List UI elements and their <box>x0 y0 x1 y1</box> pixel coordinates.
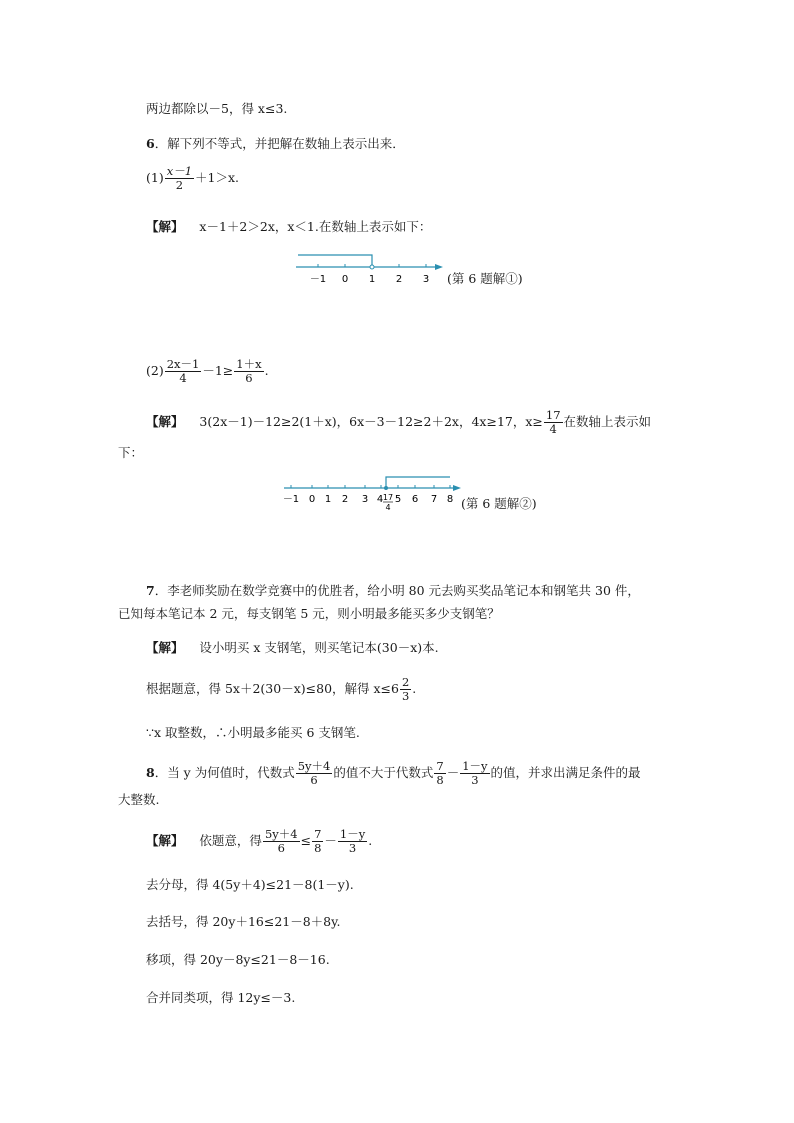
denominator: 8 <box>314 841 322 855</box>
question-7 <box>146 583 640 599</box>
solution-7-step <box>146 676 416 703</box>
fraction <box>338 828 367 855</box>
solution-8 <box>146 826 372 856</box>
solution-tag: 【解】 <box>146 414 184 429</box>
part-label: (1) <box>146 170 164 185</box>
solution-ray <box>386 477 450 488</box>
tick-label: 1 <box>368 274 376 285</box>
solution-tag: 【解】 <box>146 219 184 234</box>
numerator: 2 <box>401 675 410 689</box>
question-number: 6 <box>146 136 155 151</box>
solution-ray <box>298 255 372 267</box>
solution-7 <box>146 640 439 656</box>
fraction <box>434 760 445 787</box>
tick-label: 3 <box>361 494 369 505</box>
axis-arrow-icon <box>435 264 443 270</box>
figure-caption: (第 6 题解②) <box>461 496 537 511</box>
operator: － <box>324 833 337 848</box>
tick-label: 0 <box>341 274 349 285</box>
denominator: 3 <box>348 841 357 855</box>
operator: . <box>368 833 373 848</box>
solution-text-tail: 在数轴上表示如 <box>563 414 652 429</box>
fraction <box>544 409 563 436</box>
question-text: ．当 y 为何值时，代数式 <box>154 765 295 780</box>
operator: － <box>446 765 460 780</box>
solution-text: 3(2x－1)－12≥2(1＋x)，6x－3－12≥2＋2x，4x≥17，x≥ <box>199 414 543 429</box>
numerator: 1－y <box>462 759 488 773</box>
numerator: 7 <box>314 827 322 841</box>
denominator: 2 <box>175 178 184 192</box>
tick-label: 4 <box>376 494 384 505</box>
solution-7-conclusion: ∵x 取整数，∴小明最多能买 6 支钢笔. <box>146 725 360 740</box>
expression-middle: －1≥ <box>202 363 234 378</box>
fraction <box>165 358 202 385</box>
question-text: 的值不大于代数式 <box>333 765 434 780</box>
question-number: 7 <box>146 583 155 598</box>
denominator: 8 <box>436 773 444 787</box>
numerator: 17 <box>545 408 561 422</box>
denominator: 6 <box>277 841 285 855</box>
question-text: ．解下列不等式，并把解在数轴上表示出来． <box>154 136 405 151</box>
axis-arrow-icon <box>453 485 461 491</box>
solution-text: 依题意，得 <box>199 833 262 848</box>
numerator: 1＋x <box>236 357 262 371</box>
question-6 <box>146 136 405 152</box>
numerator: 5y＋4 <box>297 759 331 773</box>
tick-label: 3 <box>422 274 430 285</box>
numerator: 1－y <box>339 827 366 841</box>
fraction <box>312 828 323 855</box>
solution-text: x－1＋2＞2x，x＜1.在数轴上表示如下： <box>199 219 432 234</box>
tick-label: 6 <box>411 494 419 505</box>
open-point <box>370 265 374 269</box>
solution-tag: 【解】 <box>146 833 184 848</box>
fraction <box>460 760 489 787</box>
solution-text: 根据题意，得 5x＋2(30－x)≤80，解得 x≤6 <box>146 681 399 696</box>
numerator: 2x－1 <box>166 357 200 371</box>
question-number: 8 <box>146 765 155 780</box>
fraction <box>165 165 194 192</box>
part-label: (2) <box>146 363 164 378</box>
expression-tail: . <box>264 363 269 378</box>
tick-label: 2 <box>395 274 403 285</box>
tick-label: 7 <box>430 494 438 505</box>
solution-8-step: 去括号，得 20y＋16≤21－8＋8y. <box>146 914 341 929</box>
solution-8-step: 合并同类项，得 12y≤－3. <box>146 990 296 1005</box>
tick-label: 8 <box>446 494 454 505</box>
tick-label: 0 <box>308 494 316 505</box>
denominator: 4 <box>179 371 187 385</box>
part-1-inequality <box>146 165 239 192</box>
solution-2 <box>146 407 651 437</box>
solution-8-step: 去分母，得 4(5y＋4)≤21－8(1－y). <box>146 877 354 892</box>
denominator: 3 <box>401 689 410 703</box>
question-7-continued: 已知每本笔记本 2 元，每支钢笔 5 元，则小明最多能买多少支钢笔？ <box>118 606 500 621</box>
denominator: 4 <box>549 422 557 436</box>
numerator: 5y＋4 <box>264 827 298 841</box>
fraction <box>263 828 300 855</box>
boundary-label-denominator: 4 <box>385 503 391 512</box>
numerator: x－1 <box>166 164 193 178</box>
question-text: 的值，并求出满足条件的最 <box>490 765 641 780</box>
solution-8-step: 移项，得 20y－8y≤21－8－16. <box>146 952 330 967</box>
fraction <box>400 676 411 703</box>
denominator: 6 <box>310 773 318 787</box>
question-8 <box>146 758 641 788</box>
number-line-2 <box>278 472 464 516</box>
tick-label: 1 <box>324 494 332 505</box>
fraction <box>234 358 263 385</box>
solution-text-tail: . <box>412 681 417 696</box>
number-line-1 <box>288 250 448 290</box>
fraction <box>296 760 333 787</box>
numerator: 7 <box>436 759 444 773</box>
figure-caption: (第 6 题解①) <box>447 271 523 286</box>
boundary-label-numerator: 17 <box>382 493 394 502</box>
denominator: 6 <box>245 371 253 385</box>
solution-2-continued: 下： <box>118 445 144 460</box>
tick-label: －1 <box>309 274 327 285</box>
tick-label: －1 <box>282 494 300 505</box>
expression-tail: ＋1＞x. <box>195 170 240 185</box>
question-8-continued: 大整数. <box>118 792 160 807</box>
closed-point <box>384 486 388 490</box>
solution-1 <box>146 219 431 235</box>
tick-label: 2 <box>341 494 349 505</box>
operator: ≤ <box>300 833 312 848</box>
solution-tag: 【解】 <box>146 640 184 655</box>
denominator: 3 <box>471 773 479 787</box>
tick-label: 5 <box>394 494 402 505</box>
solution-text: 设小明买 x 支钢笔，则买笔记本(30－x)本. <box>199 640 439 655</box>
part-2-inequality <box>146 356 269 386</box>
text-line: 两边都除以－5，得 x≤3. <box>146 101 288 116</box>
question-text: ．李老师奖励在数学竞赛中的优胜者，给小明 80 元去购买奖品笔记本和钢笔共 30 件， <box>154 583 640 598</box>
